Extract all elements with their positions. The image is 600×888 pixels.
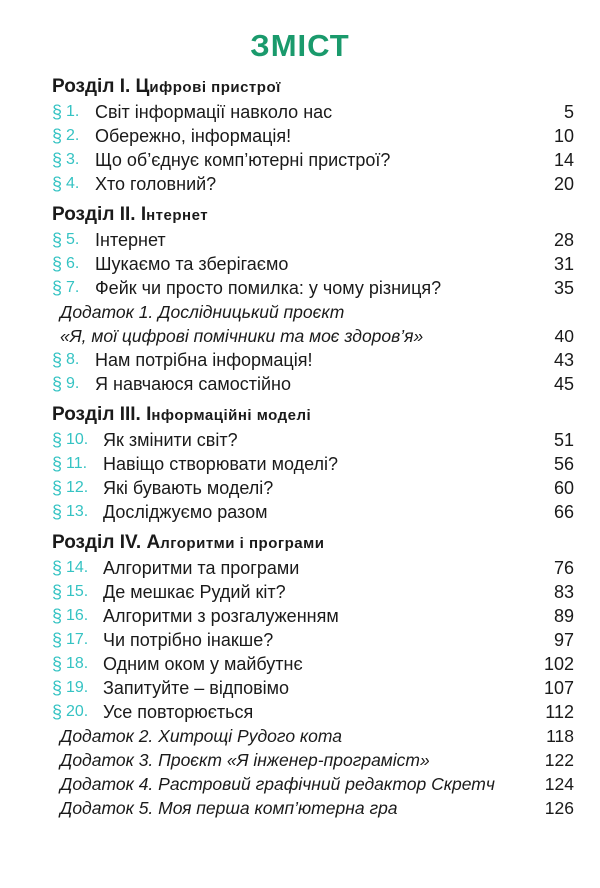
section-symbol: §	[52, 606, 63, 626]
page-number: 10	[553, 126, 574, 146]
section-symbol: §	[52, 278, 63, 298]
page-number: 40	[554, 326, 574, 346]
toc-entry[interactable]: § 18. Одним оком у майбутнє 102	[52, 654, 574, 674]
section-heading-1: Розділ І. Цифрові пристрої	[52, 76, 281, 97]
page-number: 51	[553, 430, 574, 450]
toc-entry[interactable]: § 14. Алгоритми та програми 76	[52, 558, 574, 578]
page-number: 126	[544, 798, 574, 818]
section-symbol: §	[52, 502, 63, 522]
toc-entry[interactable]: § 3. Що об’єднує комп’ютерні пристрої? 14	[52, 150, 574, 170]
section-heading-3: Розділ ІІІ. Інформаційні моделі	[52, 404, 312, 425]
page-number: 20	[553, 174, 574, 194]
toc-entry[interactable]: § 5. Інтернет 28	[52, 230, 574, 250]
section-symbol: §	[52, 558, 63, 578]
section-symbol: §	[52, 630, 63, 650]
toc-entry[interactable]: § 2. Обережно, інформація! 10	[52, 126, 574, 146]
section-symbol: §	[52, 478, 63, 498]
page-number: 56	[553, 454, 574, 474]
toc-appendix[interactable]: Додаток 2. Хитрощі Рудого кота 118	[60, 726, 574, 746]
page-number: 97	[553, 630, 574, 650]
toc-appendix[interactable]: Додаток 1. Дослідницький проєкт	[60, 302, 345, 322]
page-number: 89	[553, 606, 574, 626]
toc-entry[interactable]: § 19. Запитуйте – відповімо 107	[52, 678, 574, 698]
page-number: 76	[553, 558, 574, 578]
toc-entry[interactable]: § 6. Шукаємо та зберігаємо 31	[52, 254, 574, 274]
toc-appendix[interactable]: Додаток 5. Моя перша комп’ютерна гра 126	[60, 798, 574, 818]
section-symbol: §	[52, 702, 63, 722]
toc-entry[interactable]: § 12. Які бувають моделі? 60	[52, 478, 574, 498]
section-symbol: §	[52, 430, 63, 450]
page-number: 43	[553, 350, 574, 370]
section-symbol: §	[52, 150, 63, 170]
page-number: 66	[553, 502, 574, 522]
section-symbol: §	[52, 454, 63, 474]
page-number: 28	[553, 230, 574, 250]
toc-entry[interactable]: § 11. Навіщо створювати моделі? 56	[52, 454, 574, 474]
section-heading-2: Розділ ІІ. Інтернет	[52, 204, 209, 225]
page-number: 122	[544, 750, 574, 770]
toc-entry[interactable]: § 8. Нам потрібна інформація! 43	[52, 350, 574, 370]
toc-entry[interactable]: § 17. Чи потрібно інакше? 97	[52, 630, 574, 650]
page-number: 124	[544, 774, 574, 794]
toc-entry[interactable]: § 13. Досліджуємо разом 66	[52, 502, 574, 522]
toc-entry[interactable]: § 1. Світ інформації навколо нас 5	[52, 102, 574, 122]
toc-entry[interactable]: § 9. Я навчаюся самостійно 45	[52, 374, 574, 394]
page-number: 112	[545, 702, 574, 722]
section-symbol: §	[52, 350, 63, 370]
toc-entry[interactable]: § 20. Усе повторюється 112	[52, 702, 574, 722]
page-number: 107	[543, 678, 574, 698]
section-symbol: §	[52, 102, 63, 122]
section-symbol: §	[52, 174, 63, 194]
toc-appendix[interactable]: Додаток 4. Растровий графічний редактор Скретч 124	[60, 774, 574, 794]
table-of-contents	[0, 74, 600, 820]
page-number: 35	[553, 278, 574, 298]
page-title: ЗМІСТ	[250, 28, 350, 63]
toc-entry[interactable]: § 10. Як змінити світ? 51	[52, 430, 574, 450]
section-symbol: §	[52, 126, 63, 146]
page-number: 5	[563, 102, 574, 122]
page-number: 102	[543, 654, 574, 674]
toc-appendix[interactable]: «Я, мої цифрові помічники та моє здоров’я» 40	[60, 326, 574, 346]
page-number: 31	[553, 254, 574, 274]
toc-entry[interactable]: § 15. Де мешкає Рудий кіт? 83	[52, 582, 574, 602]
page-number: 14	[553, 150, 574, 170]
section-symbol: §	[52, 254, 63, 274]
page-number: 118	[546, 726, 574, 746]
section-symbol: §	[52, 230, 63, 250]
section-symbol: §	[52, 582, 63, 602]
page-number: 83	[553, 582, 574, 602]
section-symbol: §	[52, 374, 63, 394]
page-number: 45	[553, 374, 574, 394]
toc-appendix[interactable]: Додаток 3. Проєкт «Я інженер-програміст» 122	[60, 750, 574, 770]
section-symbol: §	[52, 654, 63, 674]
toc-entry[interactable]: § 16. Алгоритми з розгалуженням 89	[52, 606, 574, 626]
section-heading-4: Розділ IV. Алгоритми і програми	[52, 532, 325, 553]
page-number: 60	[553, 478, 574, 498]
section-symbol: §	[52, 678, 63, 698]
toc-entry[interactable]: § 7. Фейк чи просто помилка: у чому різниця? 35	[52, 278, 574, 298]
toc-entry[interactable]: § 4. Хто головний? 20	[52, 174, 574, 194]
